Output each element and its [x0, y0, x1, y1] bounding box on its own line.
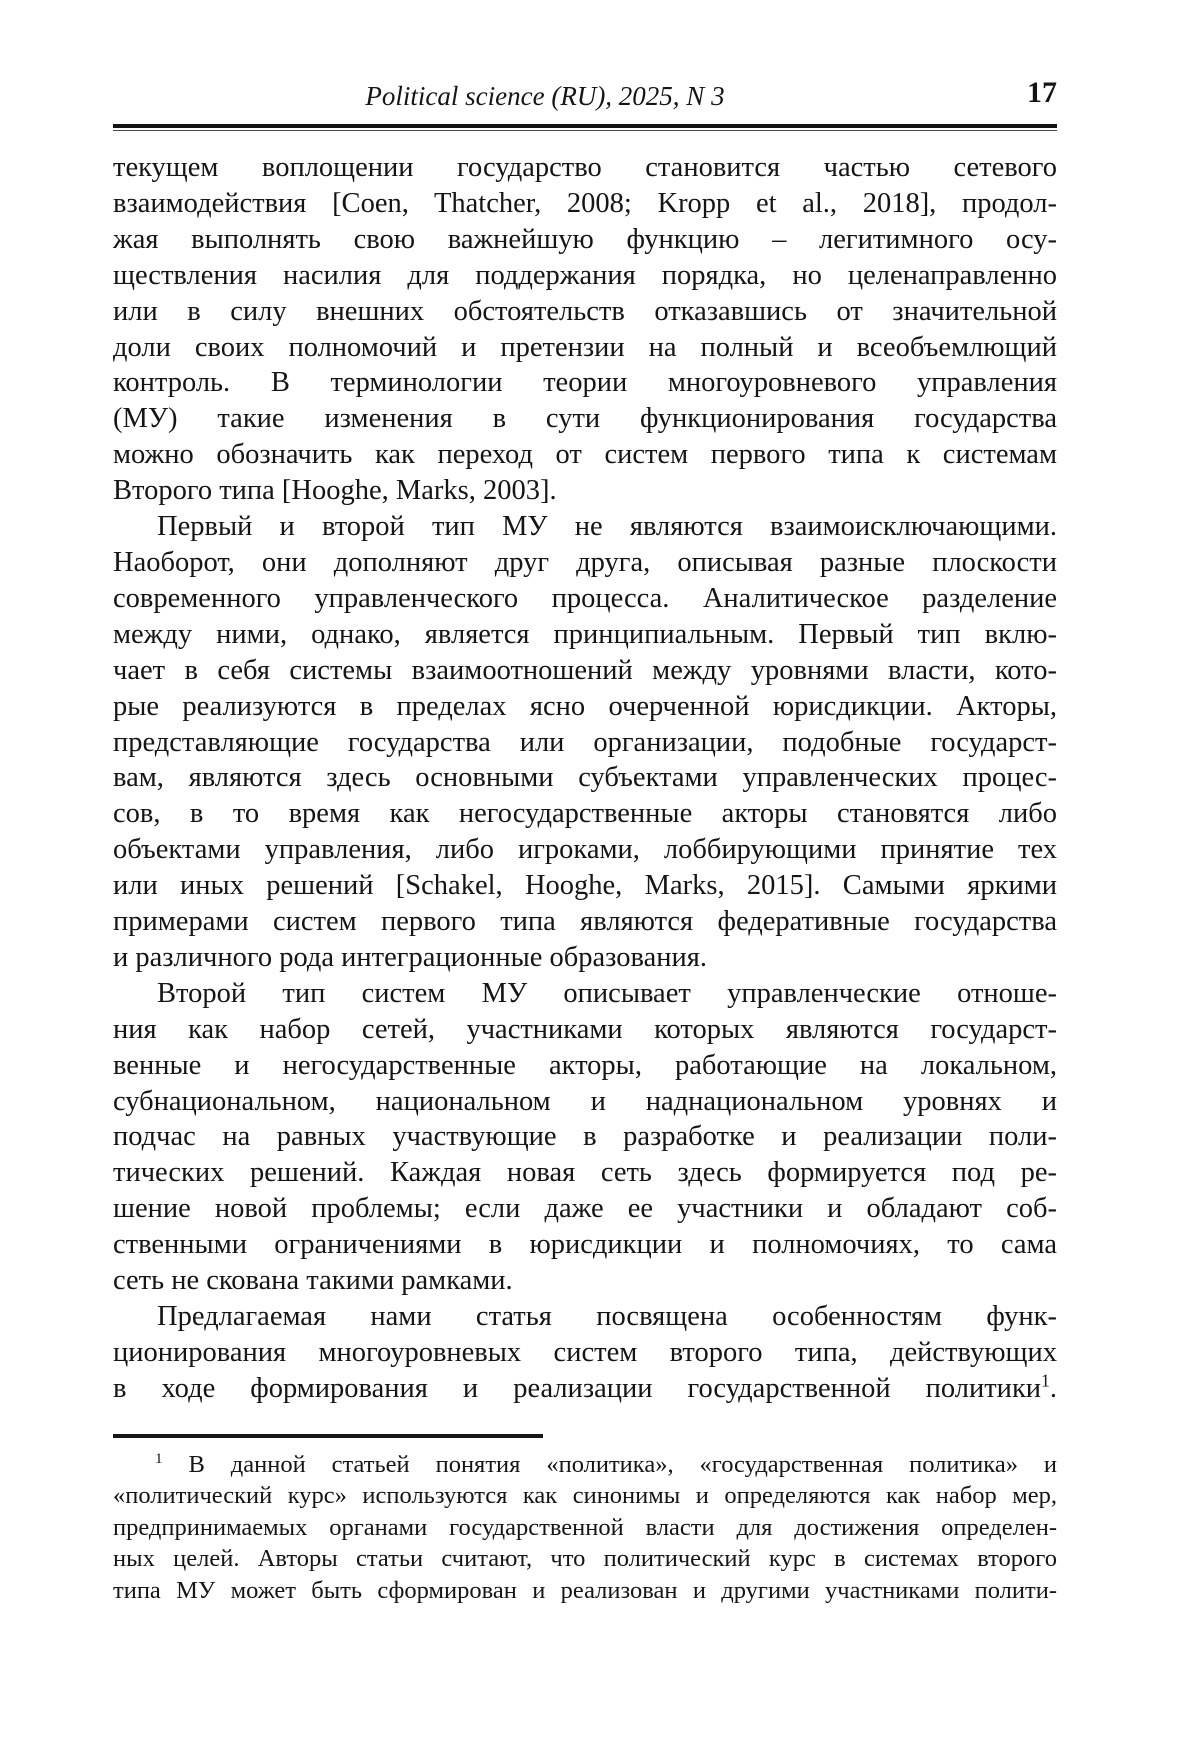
body-line: ществления насилия для поддержания порядка, но целенаправленно — [113, 259, 1057, 291]
footnote-line: предпринимаемых органами государственной власти для достижения определен- — [113, 1513, 1057, 1541]
body-line: чает в себя системы взаимоотношений между уровнями власти, кото- — [113, 654, 1057, 686]
body-line: или иных решений [Schakel, Hooghe, Marks, 2015]. Самыми яркими — [113, 870, 1057, 902]
footnote-marker-superscript: 1 — [155, 1449, 163, 1467]
body-line: и различного рода интеграционные образования. — [113, 941, 707, 973]
body-line — [113, 1371, 1057, 1407]
body-line: Второй тип систем МУ описывает управленческие отноше- — [157, 977, 1057, 1009]
running-head-journal-title: Political science (RU), 2025, N 3 — [365, 81, 725, 111]
footnote-reference-superscript: 1 — [1041, 1370, 1050, 1391]
body-line: между ними, однако, является принципиальным. Первый тип вклю- — [113, 618, 1057, 650]
body-line: можно обозначить как переход от систем первого типа к системам — [113, 439, 1057, 471]
article-body — [113, 150, 1057, 1407]
body-line: современного управленческого процесса. Аналитическое разделение — [113, 582, 1057, 614]
header-rule — [113, 124, 1057, 131]
page-number: 17 — [1027, 76, 1057, 109]
body-line: Первый и второй тип МУ не являются взаимоисключающими. — [157, 511, 1057, 543]
paragraph-2 — [113, 509, 1057, 976]
footnote-line — [113, 1449, 1057, 1480]
body-line: субнациональном, национальном и наднациональном уровнях и — [113, 1085, 1057, 1117]
body-line: Предлагаемая нами статья посвящена особенностям функ- — [157, 1301, 1057, 1332]
body-line: рые реализуются в пределах ясно очерченной юрисдикции. Акторы, — [113, 690, 1057, 722]
footnote — [113, 1449, 1057, 1606]
body-line-text: в ходе формирования и реализации государственной политики — [113, 1372, 1042, 1404]
body-line: доли своих полномочий и претензии на полный и всеобъемлющий — [113, 331, 1057, 363]
body-line: Наоборот, они дополняют друг друга, описывая разные плоскости — [113, 546, 1057, 578]
footnote-line-text: В данной статьей понятия «политика», «государственная политика» и — [162, 1451, 1057, 1478]
body-line: сеть не скована такими рамками. — [113, 1265, 513, 1297]
body-line: текущем воплощении государство становится частью сетевого — [113, 152, 1057, 183]
paragraph-1 — [113, 150, 1057, 509]
body-line: подчас на равных участвующие в разработке и реализации поли- — [113, 1121, 1057, 1153]
body-line: сов, в то время как негосударственные акторы становятся либо — [113, 798, 1057, 830]
body-line-text: . — [1049, 1372, 1057, 1404]
footnote-line: типа МУ может быть сформирован и реализован и другими участниками полити- — [113, 1576, 1057, 1604]
body-line: взаимодействия [Coen, Thatcher, 2008; Kropp et al., 2018], продол- — [113, 187, 1057, 219]
body-line: жая выполнять свою важнейшую функцию – легитимного осу- — [113, 223, 1057, 255]
body-line: Второго типа [Hooghe, Marks, 2003]. — [113, 475, 557, 507]
body-line: (МУ) такие изменения в сути функционирования государства — [113, 403, 1057, 435]
body-line: шение новой проблемы; если даже ее участники и обладают соб- — [113, 1193, 1057, 1225]
body-line: вам, являются здесь основными субъектами управленческих процес- — [113, 762, 1057, 794]
footnote-line: ных целей. Авторы статьи считают, что политический курс в системах второго — [113, 1545, 1057, 1573]
body-line: контроль. В терминологии теории многоуровневого управления — [113, 367, 1057, 399]
body-line: объектами управления, либо игроками, лоббирующими принятие тех — [113, 834, 1057, 866]
paragraph-3 — [113, 976, 1057, 1299]
footnote-line: «политический курс» используются как синонимы и определяются как набор мер, — [113, 1482, 1057, 1510]
paragraph-4 — [113, 1299, 1057, 1407]
body-line: венные и негосударственные акторы, работающие на локальном, — [113, 1049, 1057, 1081]
body-line: ственными ограничениями в юрисдикции и полномочиях, то сама — [113, 1229, 1057, 1261]
body-line: или в силу внешних обстоятельств отказавшись от значительной — [113, 295, 1057, 327]
body-line: представляющие государства или организации, подобные государст- — [113, 726, 1057, 758]
body-line: примерами систем первого типа являются федеративные государства — [113, 906, 1057, 938]
body-line: тических решений. Каждая новая сеть здесь формируется под ре- — [113, 1157, 1057, 1189]
body-line: ционирования многоуровневых систем второго типа, действующих — [113, 1336, 1057, 1368]
footnote-separator-rule — [113, 1434, 543, 1438]
body-line: ния как набор сетей, участниками которых являются государст- — [113, 1013, 1057, 1045]
